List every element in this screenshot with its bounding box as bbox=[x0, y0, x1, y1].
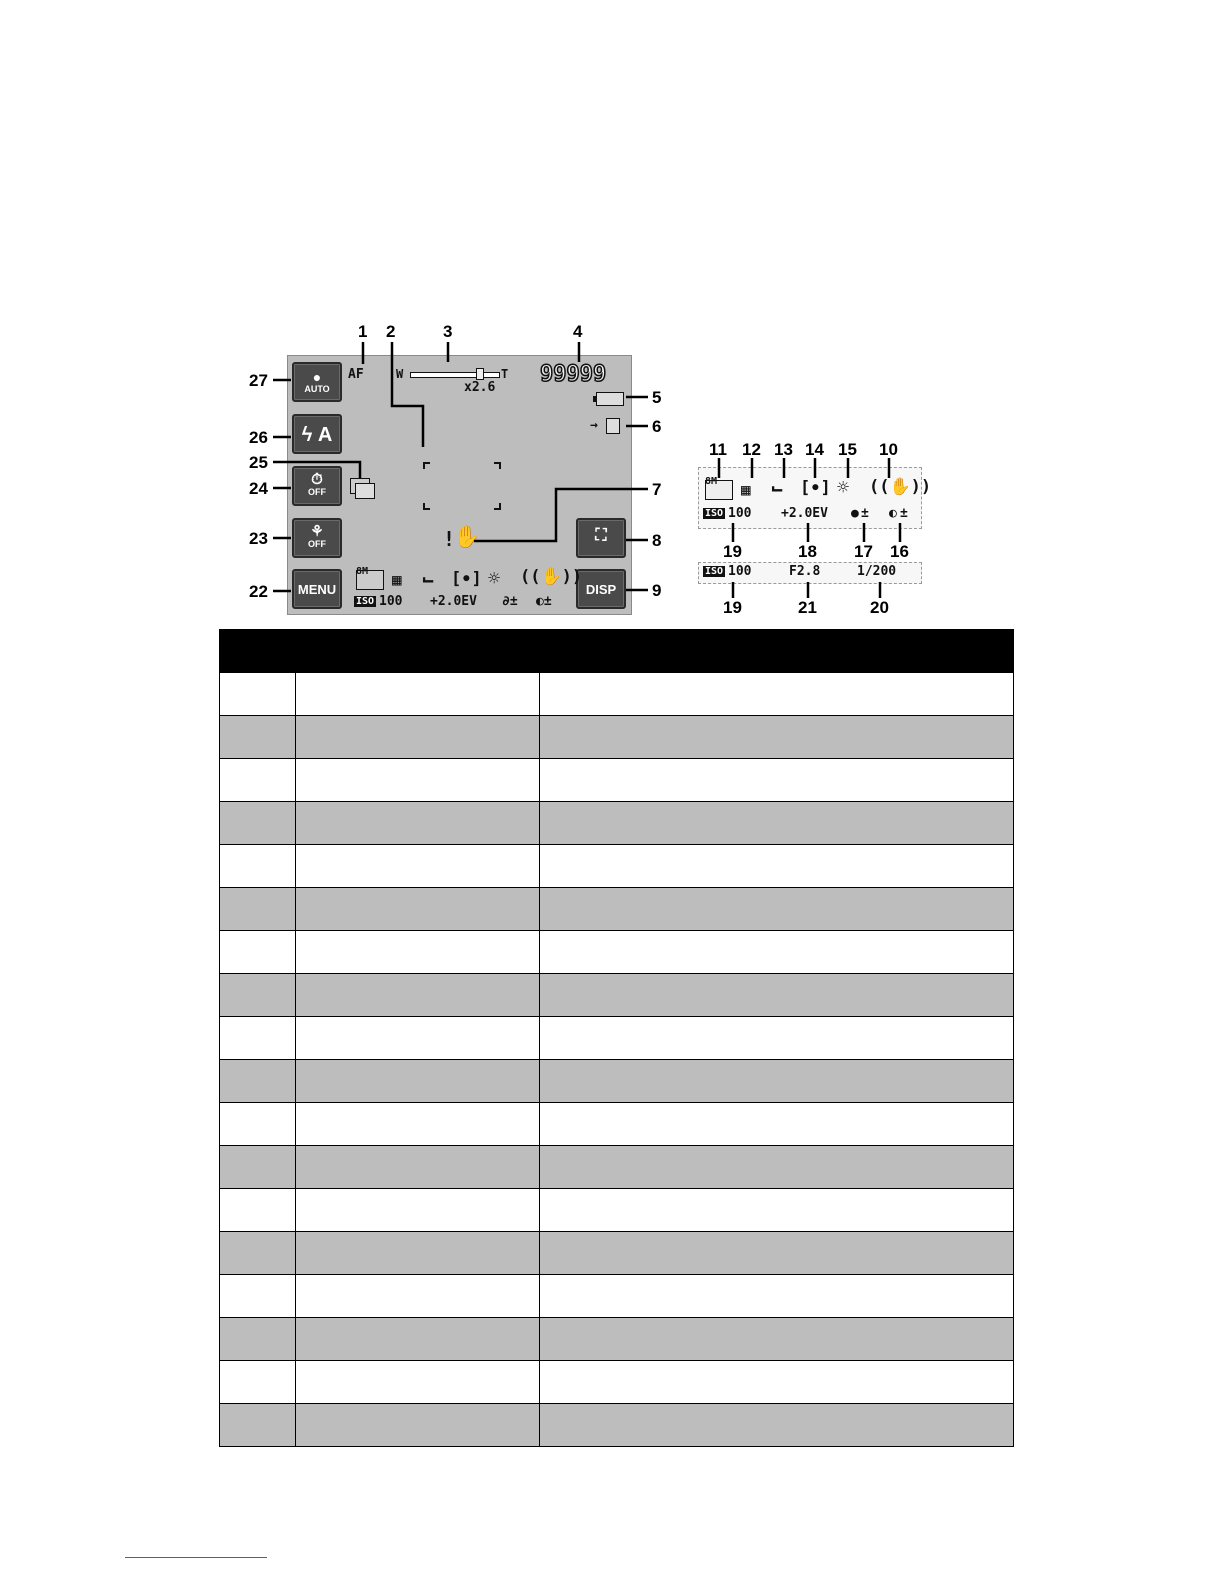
timer-icon: ⏱ bbox=[311, 471, 323, 488]
callout-24: 24 bbox=[249, 479, 268, 498]
resolution-icon: 8M bbox=[705, 480, 733, 500]
table-row bbox=[220, 802, 1014, 845]
table-cell bbox=[540, 1103, 1014, 1146]
table-body bbox=[220, 673, 1014, 1447]
table-cell bbox=[220, 1103, 296, 1146]
menu-button[interactable]: MENU bbox=[292, 569, 342, 609]
af-frame-icon: [∙] bbox=[451, 569, 482, 589]
focus-frame-icon: ⛶ bbox=[595, 527, 607, 544]
table-cell bbox=[220, 1146, 296, 1189]
table-cell bbox=[540, 673, 1014, 716]
callout-8: 8 bbox=[652, 531, 662, 550]
metering-icon: ⌙ bbox=[771, 476, 784, 500]
table-cell bbox=[220, 845, 296, 888]
callout-11: 11 bbox=[709, 440, 727, 459]
flash-mode-button[interactable] bbox=[292, 414, 342, 454]
callout-7: 7 bbox=[652, 480, 662, 499]
iso-value: 100 bbox=[728, 506, 752, 521]
battery-tip bbox=[593, 396, 596, 402]
table-cell bbox=[540, 888, 1014, 931]
shutter-value: 1/200 bbox=[857, 564, 897, 579]
table-cell bbox=[540, 716, 1014, 759]
table-row bbox=[220, 974, 1014, 1017]
callout-10a: 10 bbox=[879, 440, 898, 459]
macro-button[interactable]: ⚘ OFF bbox=[292, 518, 342, 558]
battery-icon bbox=[596, 392, 624, 406]
table-cell bbox=[540, 974, 1014, 1017]
table-row bbox=[220, 1189, 1014, 1232]
table-cell bbox=[296, 1232, 540, 1275]
table-row bbox=[220, 716, 1014, 759]
table-cell bbox=[220, 974, 296, 1017]
table-cell bbox=[220, 1361, 296, 1404]
legend-table bbox=[219, 629, 1014, 1447]
table-cell bbox=[540, 1361, 1014, 1404]
table-cell bbox=[296, 716, 540, 759]
hand-shake-icon: ✋ bbox=[453, 525, 481, 550]
callout-4: 4 bbox=[573, 322, 583, 341]
table-cell bbox=[220, 759, 296, 802]
table-row bbox=[220, 1404, 1014, 1447]
aperture-value: F2.8 bbox=[789, 564, 821, 579]
table-cell bbox=[220, 1017, 296, 1060]
camera-icon: ● bbox=[312, 369, 322, 385]
callout-20: 20 bbox=[870, 598, 889, 617]
table-row bbox=[220, 1103, 1014, 1146]
callout-2: 2 bbox=[386, 322, 396, 341]
table-row bbox=[220, 759, 1014, 802]
iso-badge: ISO bbox=[705, 566, 724, 577]
table-row bbox=[220, 1017, 1014, 1060]
focus-frame bbox=[408, 451, 508, 521]
callout-25: 25 bbox=[249, 453, 268, 472]
white-balance-icon: ☼ bbox=[837, 475, 850, 499]
quality-icon: ▦ bbox=[392, 570, 402, 589]
saturation-indicator: ∂± bbox=[502, 594, 518, 609]
table-cell bbox=[220, 673, 296, 716]
table-row bbox=[220, 1318, 1014, 1361]
lcd-screen bbox=[287, 355, 632, 615]
header-cell-no bbox=[220, 630, 296, 673]
callout-16: 16 bbox=[890, 542, 909, 561]
af-frame-icon: [∙] bbox=[800, 478, 831, 498]
anti-shake-icon: ((✋)) bbox=[869, 477, 932, 497]
table-cell bbox=[540, 931, 1014, 974]
contrast-icon: ◐ bbox=[889, 506, 897, 521]
table-cell bbox=[296, 974, 540, 1017]
zoom-slider-knob bbox=[476, 368, 484, 380]
callout-14: 14 bbox=[805, 440, 824, 459]
table-cell bbox=[540, 1017, 1014, 1060]
table-cell bbox=[296, 845, 540, 888]
flash-icon: ϟ A bbox=[301, 424, 333, 446]
table-cell bbox=[540, 1318, 1014, 1361]
contrast-indicator: ◐± bbox=[536, 594, 552, 609]
callout-23: 23 bbox=[249, 529, 268, 548]
table-cell bbox=[220, 1275, 296, 1318]
zoom-ratio: x2.6 bbox=[464, 380, 496, 395]
exposure-value: +2.0EV bbox=[430, 594, 477, 609]
table-cell bbox=[220, 1318, 296, 1361]
shake-warning-mark: ! bbox=[443, 527, 456, 551]
quality-icon: ▦ bbox=[741, 480, 751, 499]
table-cell bbox=[540, 1275, 1014, 1318]
table-cell bbox=[296, 1275, 540, 1318]
exposure-value: +2.0EV bbox=[781, 506, 828, 521]
callout-1: 1 bbox=[358, 322, 368, 341]
metering-icon: ⌙ bbox=[422, 567, 435, 591]
header-cell-description bbox=[540, 630, 1014, 673]
table-cell bbox=[220, 1060, 296, 1103]
table-cell bbox=[540, 1404, 1014, 1447]
table-row bbox=[220, 1275, 1014, 1318]
table-cell bbox=[220, 888, 296, 931]
detail-panel-settings bbox=[698, 467, 932, 529]
iso-badge: ISO bbox=[705, 508, 724, 519]
zoom-bar bbox=[410, 372, 500, 378]
table-cell bbox=[296, 759, 540, 802]
table-cell bbox=[296, 802, 540, 845]
table-cell bbox=[220, 1232, 296, 1275]
table-row bbox=[220, 888, 1014, 931]
table-cell bbox=[540, 1060, 1014, 1103]
table-cell bbox=[296, 1060, 540, 1103]
table-cell bbox=[296, 1017, 540, 1060]
af-lamp-indicator: AF bbox=[348, 367, 364, 382]
table-cell bbox=[540, 845, 1014, 888]
callout-26: 26 bbox=[249, 428, 268, 447]
shots-remaining: 99999 bbox=[540, 362, 607, 387]
storage-arrow-icon: → bbox=[590, 418, 598, 433]
table-cell bbox=[540, 802, 1014, 845]
zoom-w-label: W bbox=[396, 367, 404, 381]
detail-panel-exposure bbox=[698, 562, 922, 584]
table-header-row bbox=[220, 630, 1014, 673]
callout-5: 5 bbox=[652, 388, 662, 407]
continuous-shot-icon-back bbox=[355, 483, 375, 499]
callout-15: 15 bbox=[838, 440, 857, 459]
table-cell bbox=[540, 1146, 1014, 1189]
table-row bbox=[220, 1361, 1014, 1404]
table-cell bbox=[296, 931, 540, 974]
callout-17: 17 bbox=[854, 542, 873, 561]
saturation-indicator: ± bbox=[861, 506, 869, 521]
white-balance-icon: ☼ bbox=[488, 566, 501, 590]
callout-9: 9 bbox=[652, 581, 662, 600]
callout-13: 13 bbox=[774, 440, 793, 459]
table-cell bbox=[296, 1318, 540, 1361]
table-cell bbox=[296, 673, 540, 716]
disp-button[interactable]: DISP bbox=[576, 569, 626, 609]
callout-22: 22 bbox=[249, 582, 268, 601]
iso-value: 100 bbox=[379, 594, 403, 609]
callout-21: 21 bbox=[798, 598, 817, 617]
table-row bbox=[220, 1146, 1014, 1189]
resolution-icon: 8M bbox=[356, 570, 384, 590]
table-row bbox=[220, 673, 1014, 716]
table-cell bbox=[296, 1146, 540, 1189]
table-cell bbox=[220, 802, 296, 845]
table-cell bbox=[296, 888, 540, 931]
table-cell bbox=[296, 1189, 540, 1232]
table-cell bbox=[296, 1404, 540, 1447]
scene-mode-button[interactable]: ● AUTO bbox=[292, 362, 342, 402]
header-cell-item bbox=[296, 630, 540, 673]
footer-link-underline bbox=[125, 1557, 267, 1558]
table-cell bbox=[296, 1361, 540, 1404]
callout-19b: 19 bbox=[723, 598, 742, 617]
focus-area-button[interactable] bbox=[576, 518, 626, 558]
storage-icon bbox=[606, 418, 620, 434]
table-cell bbox=[540, 759, 1014, 802]
table-row bbox=[220, 1232, 1014, 1275]
contrast-indicator: ± bbox=[900, 506, 908, 521]
callout-19a: 19 bbox=[723, 542, 742, 561]
table-row bbox=[220, 845, 1014, 888]
callout-18: 18 bbox=[798, 542, 817, 561]
table-row bbox=[220, 1060, 1014, 1103]
callout-12: 12 bbox=[742, 440, 761, 459]
table-cell bbox=[220, 931, 296, 974]
table-cell bbox=[220, 1404, 296, 1447]
table-cell bbox=[220, 1189, 296, 1232]
anti-shake-icon: ((✋)) bbox=[520, 567, 583, 587]
callout-3: 3 bbox=[443, 322, 453, 341]
table-cell bbox=[540, 1232, 1014, 1275]
saturation-icon: ● bbox=[851, 506, 859, 521]
table-cell bbox=[296, 1103, 540, 1146]
table-cell bbox=[540, 1189, 1014, 1232]
macro-icon: ⚘ bbox=[310, 523, 324, 540]
iso-value: 100 bbox=[728, 564, 752, 579]
iso-badge: ISO bbox=[356, 596, 375, 607]
table-row bbox=[220, 931, 1014, 974]
self-timer-button[interactable]: ⏱ OFF bbox=[292, 466, 342, 506]
callout-6: 6 bbox=[652, 417, 662, 436]
zoom-t-label: T bbox=[501, 367, 509, 381]
table-cell bbox=[220, 716, 296, 759]
callout-27: 27 bbox=[249, 371, 268, 390]
